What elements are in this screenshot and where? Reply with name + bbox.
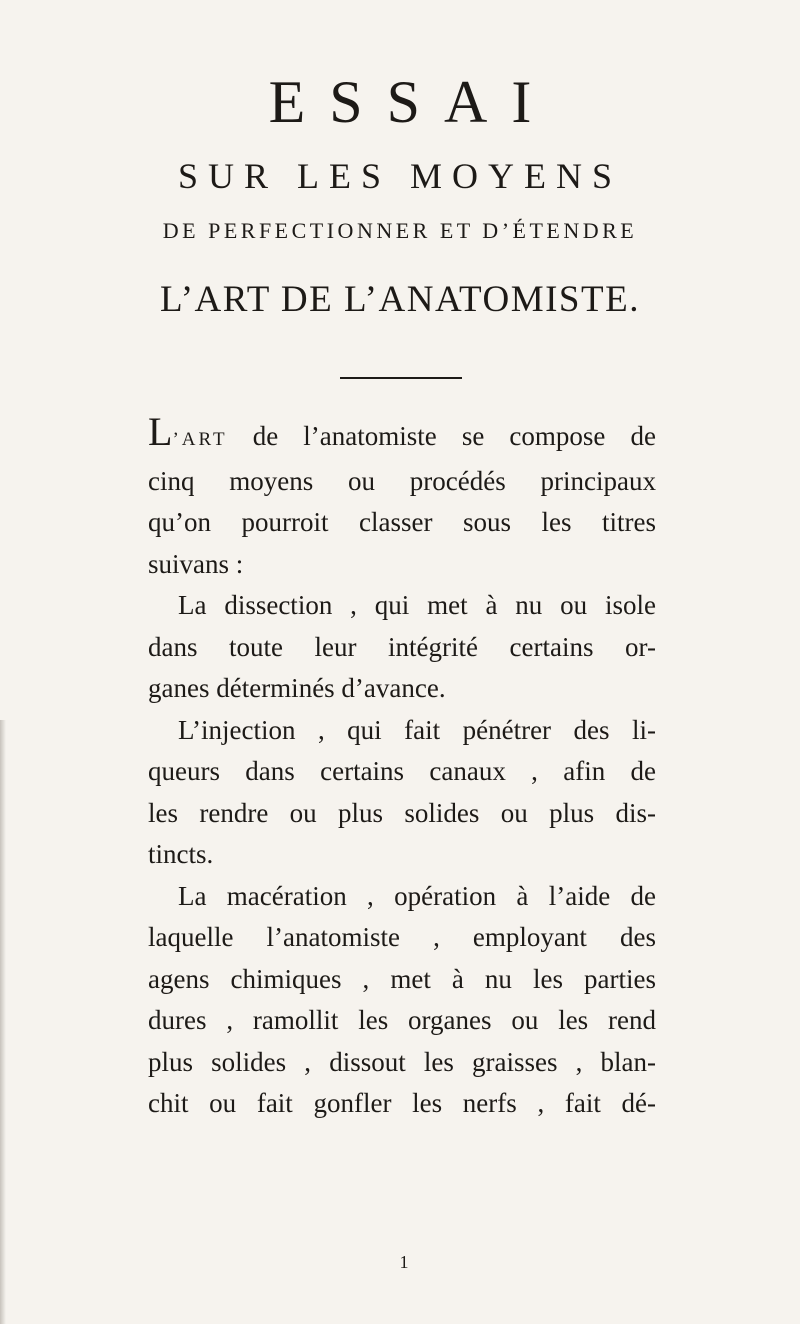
title-art-anatomiste: L’ART DE L’ANATOMISTE. [160,279,640,320]
paragraph-4-line-1: La macération , opération à l’aide de [178,880,656,911]
title-de-perfectionner: DE PERFECTIONNER ET D’ÉTENDRE [162,218,638,243]
paragraph-4-line-2: laquelle l’anatomiste , employant des [148,922,656,952]
paragraph-4-line-4: dures , ramollit les organes ou les rend [148,1005,656,1035]
page-folio: 1 [399,1252,409,1272]
title-essai: ESSAI [268,69,556,135]
paragraph-1-line-3: qu’on pourroit classer sous les titres [148,507,656,537]
paragraph-4-line-3: agens chimiques , met à nu les parties [148,963,656,994]
paragraph-1 [148,409,656,585]
page-edge-shadow [0,720,6,1324]
paragraph-1-line-2: cinq moyens ou procédés principaux [148,465,656,496]
paragraph-2-line-2: dans toute leur intégrité certains or- [148,631,656,662]
paragraph-3-line-2: queurs dans certains canaux , afin de [148,756,656,786]
title-divider-rule [340,377,462,379]
title-sur-les-moyens: SUR LES MOYENS [177,156,623,196]
paragraph-3-line-1: L’injection , qui fait pénétrer des li- [178,714,656,745]
paragraph-2-line-3: ganes déterminés d’avance. [148,673,446,703]
small-caps-art: ’ART [172,429,228,450]
paragraph-4 [148,876,656,1125]
paragraph-3-line-4: tincts. [148,839,214,869]
body-text [148,409,656,1125]
paragraph-1-line-1-text: de l’anatomiste se compose de [227,421,656,451]
paragraph-2 [148,585,656,710]
paragraph-3-line-3: les rendre ou plus solides ou plus dis- [148,797,656,828]
paragraph-2-line-1: La dissection , qui met à nu ou isole [178,590,656,620]
paragraph-1-line-4: suivans : [148,548,244,579]
paragraph-4-line-5: plus solides , dissout les graisses , blan- [148,1046,656,1077]
drop-cap: L [148,409,173,454]
paragraph-1-line-1 [148,409,656,461]
paragraph-4-line-6: chit ou fait gonfler les nerfs , fait dé- [148,1088,656,1118]
paragraph-3 [148,710,656,876]
